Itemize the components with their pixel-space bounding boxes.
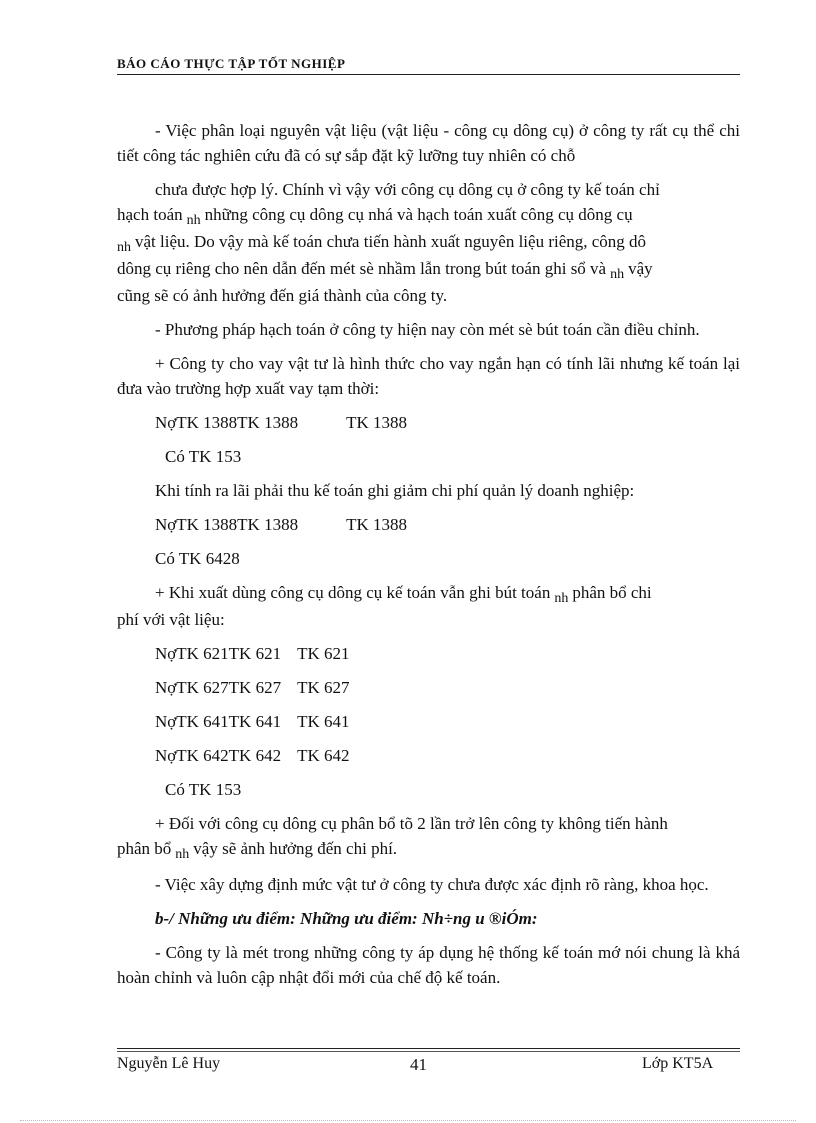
entry-account: TK 642 <box>297 746 350 765</box>
journal-entry-debit <box>117 709 740 734</box>
paragraph-line: cũng sẽ có ảnh hưởng đến giá thành của công ty. <box>117 286 448 305</box>
paragraph-classification: - Việc phân loại nguyên vật liệu (vật liệu - công cụ dông cụ) ở công ty rất cụ thể chi tiết công tác nghiên cứu đã có sự sắp đặt kỹ lưỡng tuy nhiên có chỗ <box>117 121 740 165</box>
text-fragment: vậy <box>628 259 653 278</box>
footer-rule-secondary <box>117 1051 740 1052</box>
paragraph-line: + Đối với công cụ dông cụ phân bổ tõ 2 lần trở lên công ty không tiến hành <box>155 814 668 833</box>
paragraph-norms: - Việc xây dựng định mức vật tư ở công ty chưa được xác định rõ ràng, khoa học. <box>155 875 709 894</box>
text-fragment: hạch toán <box>117 205 183 224</box>
journal-entry-credit: Có TK 153 <box>165 447 242 466</box>
paragraph-loan: + Công ty cho vay vật tư là hình thức cho vay ngắn hạn có tính lãi nhưng kế toán lại đưa vào trường hợp xuất vay tạm thời: <box>117 354 740 398</box>
entry-debit-text: NợTK 1388TK 1388 <box>155 413 299 432</box>
text-fragment: + Khi xuất dùng công cụ dông cụ kế toán vẫn ghi bút toán <box>155 583 551 602</box>
journal-entry-debit <box>117 675 740 700</box>
journal-entry-debit <box>117 512 740 537</box>
journal-entry-debit <box>117 743 740 768</box>
text-fragment: phân bổ <box>117 839 172 858</box>
paragraph-line <box>117 202 740 229</box>
journal-entry-debit <box>117 641 740 666</box>
journal-entry-credit: Có TK 6428 <box>155 549 240 568</box>
paragraph-advantages: - Công ty là mét trong những công ty áp dụng hệ thống kế toán mớ nói chung là khá hoàn chỉnh và luôn cập nhật đổi mới của chế độ kế toán. <box>117 943 740 987</box>
paragraph-interest: Khi tính ra lãi phải thu kế toán ghi giảm chi phí quản lý doanh nghiệp: <box>155 481 635 500</box>
subscript-fragment: nh <box>175 847 190 862</box>
paragraph-line: chưa được hợp lý. Chính vì vậy với công cụ dông cụ ở công ty kế toán chỉ <box>155 180 660 199</box>
entry-account: TK 1388 <box>346 413 408 432</box>
paragraph-line <box>117 256 740 283</box>
entry-account: TK 1388 <box>346 515 408 534</box>
paragraph-line <box>117 836 740 863</box>
footer-class: Lớp KT5A <box>642 1055 714 1072</box>
header-rule <box>117 74 740 75</box>
entry-debit-text: NợTK 627TK 627 <box>155 678 282 697</box>
text-fragment: vật liệu. Do vậy mà kế toán chưa tiến hành xuất nguyên liệu riêng, công dô <box>135 232 647 251</box>
document-body <box>117 118 740 990</box>
entry-debit-text: NợTK 1388TK 1388 <box>155 515 299 534</box>
footer-author: Nguyễn Lê Huy <box>117 1055 221 1072</box>
paragraph-method: - Phương pháp hạch toán ở công ty hiện nay còn mét sè bút toán cần điều chỉnh. <box>155 320 700 339</box>
subscript-fragment: nh <box>554 591 569 606</box>
paragraph-allocation <box>117 580 740 607</box>
text-fragment: dông cụ riêng cho nên dẫn đến mét sè nhầm lẫn trong bút toán ghi sổ và <box>117 259 607 278</box>
footer-rule <box>117 1048 740 1049</box>
journal-entry-credit: Có TK 153 <box>165 780 242 799</box>
entry-account: TK 621 <box>297 644 350 663</box>
entry-debit-text: NợTK 621TK 621 <box>155 644 282 663</box>
entry-debit-text: NợTK 641TK 641 <box>155 712 282 731</box>
paragraph-line <box>117 229 740 256</box>
entry-account: TK 641 <box>297 712 350 731</box>
text-fragment: phân bổ chi <box>572 583 652 602</box>
text-fragment: vậy sẽ ảnh hưởng đến chi phí. <box>193 839 398 858</box>
entry-account: TK 627 <box>297 678 350 697</box>
text-fragment: những công cụ dông cụ nhá và hạch toán xuất công cụ dông cụ <box>204 205 633 224</box>
entry-debit-text: NợTK 642TK 642 <box>155 746 282 765</box>
page-number: 41 <box>410 1055 427 1074</box>
section-heading: b-/ Những ưu điểm: Những ưu điểm: Nh÷ng u ®iÓm: <box>155 909 538 928</box>
page-bottom-dotted-line <box>20 1120 796 1121</box>
paragraph-line: phí với vật liệu: <box>117 610 225 629</box>
subscript-fragment: nh <box>186 213 201 228</box>
page-header: BÁO CÁO THỰC TẬP TỐT NGHIỆP <box>117 56 346 71</box>
journal-entry-debit <box>117 410 740 435</box>
subscript-fragment: nh <box>610 267 625 282</box>
subscript-fragment: nh <box>117 240 131 255</box>
